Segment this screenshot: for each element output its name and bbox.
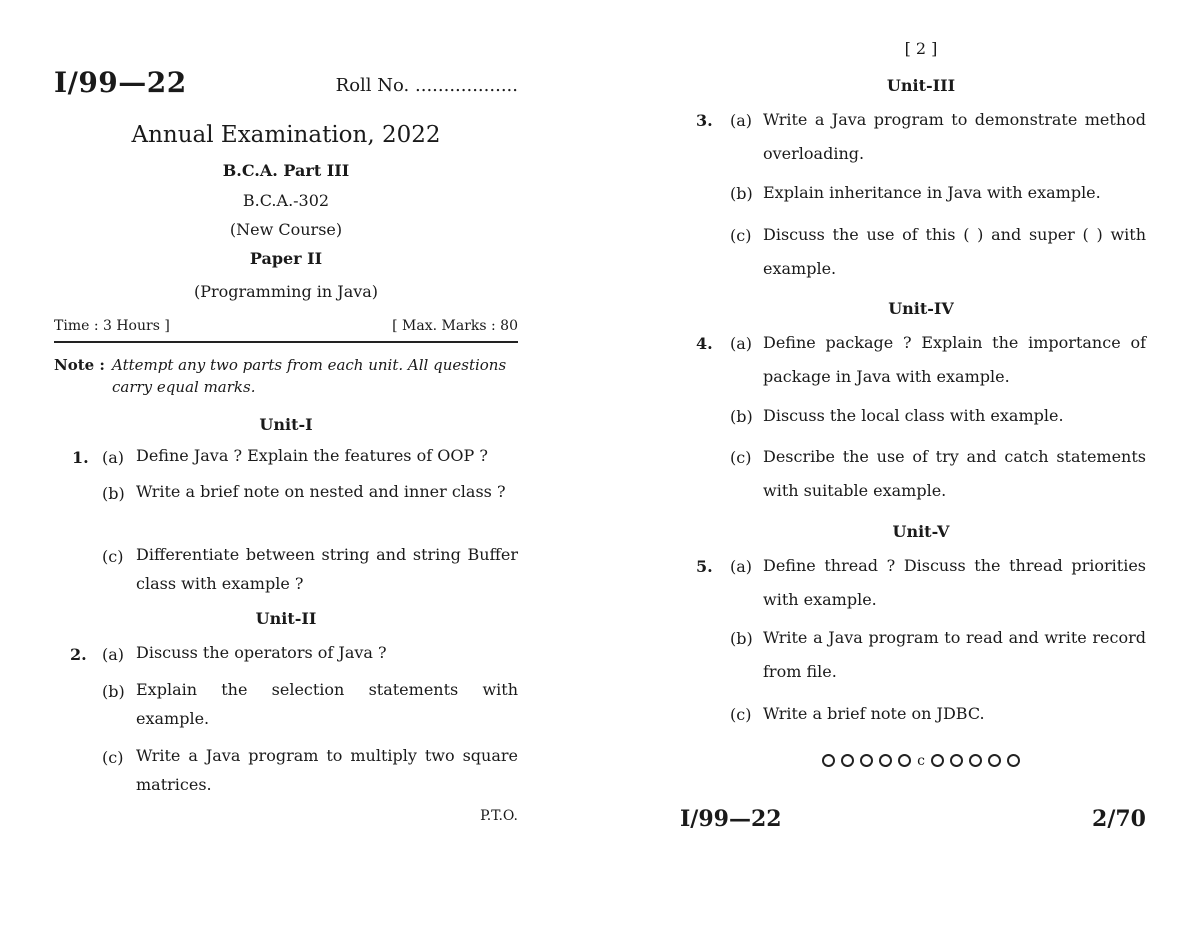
part-label: (b) [730,629,753,648]
question-number: 3. [696,111,713,130]
part-label: (c) [730,226,752,245]
question-part [54,741,518,799]
end-mark-letter: c [917,752,925,769]
question-number: 2. [70,645,87,664]
circle-icon [1007,754,1020,767]
part-text: Write a Java program to demonstrate method overloading. [763,110,1146,163]
part-label: (c) [102,547,124,566]
part-text: Explain inheritance in Java with example. [763,183,1101,202]
question-part [54,477,518,535]
part-text: Write a Java program to multiply two square matrices. [136,746,518,794]
part-label: (a) [730,334,753,353]
max-marks: [ Max. Marks : 80 [392,318,518,334]
note-label: Note : [54,356,105,374]
course-code: B.C.A.-302 [242,191,330,210]
part-text: Define thread ? Discuss the thread priorities with example. [763,556,1146,609]
unit-heading: Unit-IV [888,299,954,318]
part-label: (a) [730,557,753,576]
time-allowed: Time : 3 Hours ] [54,318,170,334]
subject-name: (Programming in Java) [193,282,379,301]
circle-icon [841,754,854,767]
circle-icon [988,754,1001,767]
question-part [54,675,518,733]
part-label: (b) [730,184,753,203]
part-text: Define package ? Explain the importance of package in Java with example. [763,333,1146,386]
question-part [696,399,1146,433]
part-text: Describe the use of try and catch statements with suitable example. [763,447,1146,500]
part-label: (b) [102,682,125,701]
class-name: B.C.A. Part III [222,161,350,180]
circle-icon [950,754,963,767]
circle-icon [822,754,835,767]
note-text: Attempt any two parts from each unit. All questions carry equal marks. [112,356,507,396]
question-part [696,103,1146,171]
question-part [696,621,1146,689]
instructions-note [54,354,518,396]
part-text: Define Java ? Explain the features of OOP ? [136,446,488,465]
question-part [54,540,518,598]
part-label: (b) [730,407,753,426]
page-number: [ 2 ] [904,39,938,58]
paper-code: I/99—22 [54,66,187,99]
part-label: (a) [102,448,125,467]
question-part [696,176,1146,210]
unit-heading: Unit-I [259,415,313,434]
circle-icon [860,754,873,767]
circle-icon [969,754,982,767]
circle-icon [931,754,944,767]
part-text: Differentiate between string and string Buffer class with example ? [136,545,518,593]
part-text: Write a Java program to read and write record from file. [763,628,1146,681]
end-of-paper-mark [696,750,1146,769]
question-part [54,638,518,667]
question-part [696,697,1146,731]
question-part [54,441,518,470]
part-text: Explain the selection statements with example. [136,680,518,728]
question-number: 5. [696,557,713,576]
circle-icon [898,754,911,767]
paper-number: Paper II [249,249,323,268]
exam-title: Annual Examination, 2022 [131,122,441,148]
part-label: (b) [102,484,125,503]
roll-number-field: Roll No. .................. [335,75,518,96]
part-label: (a) [730,111,753,130]
question-part [696,218,1146,286]
course-type: (New Course) [229,220,343,239]
question-number: 1. [72,448,89,467]
question-part [696,549,1146,617]
part-text: Write a brief note on nested and inner class ? [136,482,506,501]
part-text: Discuss the operators of Java ? [136,643,387,662]
part-label: (c) [102,748,124,767]
part-text: Discuss the local class with example. [763,406,1064,425]
unit-heading: Unit-V [892,522,950,541]
part-text: Discuss the use of this ( ) and super ( ) with example. [763,225,1146,278]
part-label: (c) [730,448,752,467]
part-label: (c) [730,705,752,724]
part-text: Write a brief note on JDBC. [763,704,985,723]
circle-icon [879,754,892,767]
header-divider [54,341,518,343]
unit-heading: Unit-II [255,609,317,628]
please-turn-over: P.T.O. [480,808,518,824]
unit-heading: Unit-III [886,76,956,95]
footer-paper-code: I/99—22 [680,806,782,832]
question-part [696,326,1146,394]
part-label: (a) [102,645,125,664]
question-number: 4. [696,334,713,353]
question-part [696,440,1146,508]
footer-count: 2/70 [1092,806,1146,832]
